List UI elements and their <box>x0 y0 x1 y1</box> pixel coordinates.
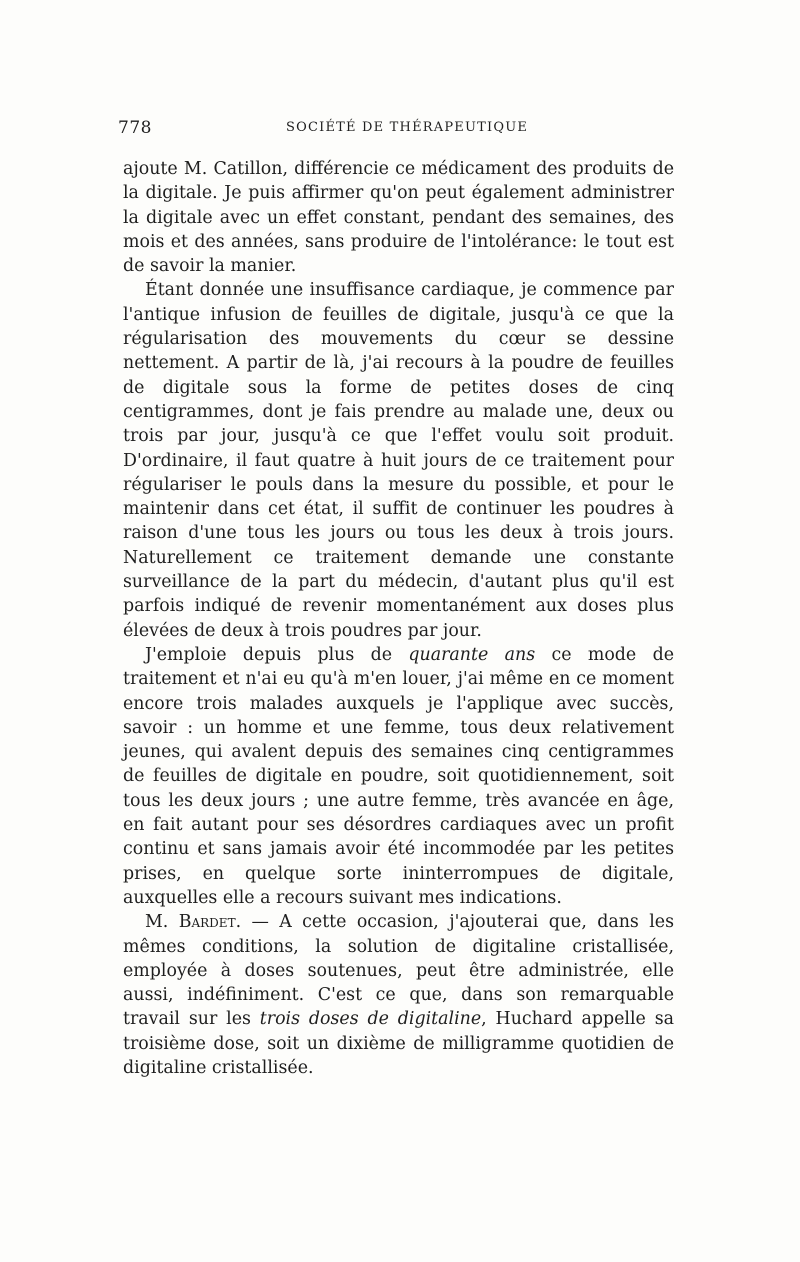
paragraph-4-text-end: , Huchard appelle sa troisième dose, soit un dixième de milligramme quotidien de digitaline cristallisée. <box>123 1009 674 1078</box>
paragraph-1: ajoute M. Catillon, différencie ce médicament des produits de la digitale. Je puis affirmer qu'on peut également administrer la digitale avec un effet constant, pendant des semaines, des mois et des années, sans produire de l'intolérance: le tout est de savoir la manier. <box>123 159 674 277</box>
paragraph-3 <box>123 643 674 910</box>
body-text <box>123 157 674 1080</box>
running-header <box>118 118 678 142</box>
speaker-prefix: M. <box>145 912 179 933</box>
paragraph-4-text-start: . — A cette occasion, j'ajouterai que, dans les mêmes conditions, la solution de digitaline cristallisée, employée à doses soutenues, peut être administrée, elle aussi, indéfiniment. C'est ce que, dans son remarquable travail sur les <box>123 912 674 1030</box>
emphasis-quarante-ans: quarante ans <box>408 644 536 665</box>
paragraph-3-text-start: J'emploie depuis plus de <box>145 644 409 665</box>
page-number: 778 <box>118 118 152 138</box>
paragraph-4 <box>123 910 674 1080</box>
paragraph-3-text-end: ce mode de traitement et n'ai eu qu'à m'en louer, j'ai même en ce moment encore trois malades auxquels je l'applique avec succès, savoir : un homme et une femme, tous deux relativement jeunes, qui avalent depuis des semaines cinq centigrammes de feuilles de digitale en poudre, soit quotidiennement, soit tous les deux jours ; une autre femme, très avancée en âge, en fait autant pour ses désordres cardiaques avec un profit continu et sans jamais avoir été incommodée par les petites prises, en quelque sorte ininterrompues de digitale, auxquelles elle a recours suivant mes indications. <box>123 644 674 908</box>
running-title: SOCIÉTÉ DE THÉRAPEUTIQUE <box>286 120 529 135</box>
speaker-name: Bardet <box>178 912 236 933</box>
paragraph-2: Étant donnée une insuffisance cardiaque, je commence par l'antique infusion de feuilles de digitale, jusqu'à ce que la régularisation des mouvements du cœur se dessine nettement. A partir de là, j'ai recours à la poudre de feuilles de digitale sous la forme de petites doses de cinq centigrammes, dont je fais prendre au malade une, deux ou trois par jour, jusqu'à ce que l'effet voulu soit produit. D'ordinaire, il faut quatre à huit jours de ce traitement pour régulariser le pouls dans la mesure du possible, et pour le maintenir dans cet état, il suffit de continuer les poudres à raison d'une tous les jours ou tous les deux à trois jours. Naturellement ce traitement demande une constante surveillance de la part du médecin, d'autant plus qu'il est parfois indiqué de revenir momentanément aux doses plus élevées de deux à trois poudres par jour. <box>123 280 674 641</box>
emphasis-trois-doses: trois doses de digitaline <box>259 1009 482 1030</box>
